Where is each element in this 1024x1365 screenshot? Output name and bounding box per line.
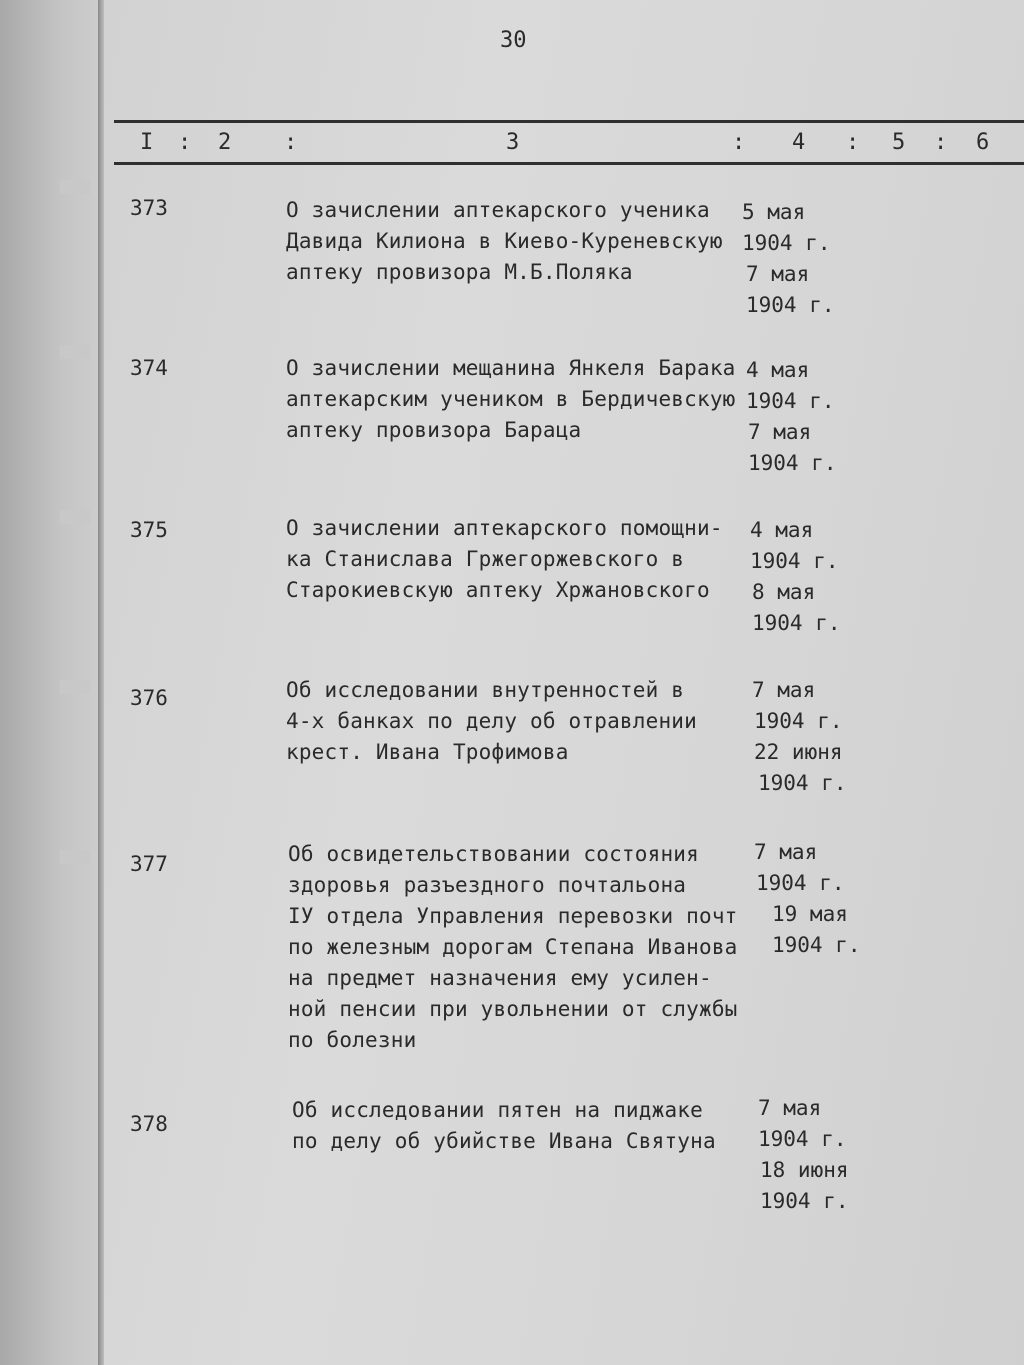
header-rule-top — [114, 120, 1024, 123]
entry-date: 1904 г. — [748, 451, 837, 475]
column-separator: : — [846, 130, 860, 155]
entry-text-line: Давида Килиона в Киево-Куреневскую — [286, 229, 723, 253]
entry-date: 4 мая — [750, 518, 814, 542]
entry-date: 1904 г. — [742, 231, 831, 255]
entry-date: 8 мая — [752, 580, 816, 604]
entry-text-line: Старокиевскую аптеку Хржановского — [286, 578, 710, 602]
bleed-through-mark — [60, 680, 90, 694]
entry-text-line: Об исследовании пятен на пиджаке — [292, 1098, 703, 1122]
entry-date: 22 июня — [754, 740, 843, 764]
column-separator: : — [732, 130, 746, 155]
entry-text-line: по делу об убийстве Ивана Святуна — [292, 1129, 716, 1153]
entry-number: 378 — [130, 1112, 168, 1136]
header-rule-bottom — [114, 162, 1024, 165]
entry-text-line: аптеку провизора М.Б.Поляка — [286, 260, 633, 284]
entry-date: 18 июня — [760, 1158, 849, 1182]
entry-text-line: по железным дорогам Степана Иванова — [288, 935, 738, 959]
entry-date: 7 мая — [758, 1096, 822, 1120]
column-separator: : — [934, 130, 948, 155]
entry-text-line: аптекарским учеником в Бердичевскую — [286, 387, 736, 411]
bleed-through-mark — [60, 850, 90, 864]
entry-text-line: О зачислении мещанина Янкеля Барака — [286, 356, 736, 380]
entry-date: 1904 г. — [752, 611, 841, 635]
entry-date: 5 мая — [742, 200, 806, 224]
bleed-through-mark — [60, 180, 90, 194]
entry-date: 19 мая — [772, 902, 848, 926]
entry-number: 375 — [130, 518, 168, 542]
column-header-2: 2 — [218, 130, 232, 155]
entry-text-line: аптеку провизора Бараца — [286, 418, 582, 442]
entry-date: 7 мая — [752, 678, 816, 702]
entry-date: 1904 г. — [760, 1189, 849, 1213]
column-separator: : — [178, 130, 192, 155]
entry-date: 7 мая — [754, 840, 818, 864]
entry-text-line: Об исследовании внутренностей в — [286, 678, 685, 702]
entry-text-line: ка Станислава Гржегоржевского в — [286, 547, 685, 571]
column-header-4: 4 — [792, 130, 806, 155]
column-header-5: 5 — [892, 130, 906, 155]
entry-date: 1904 г. — [758, 771, 847, 795]
entry-date: 1904 г. — [754, 709, 843, 733]
entry-text-line: О зачислении аптекарского ученика — [286, 198, 710, 222]
column-header-3: 3 — [506, 130, 520, 155]
entry-text-line: здоровья разъездного почтальона — [288, 873, 687, 897]
column-separator: : — [284, 130, 298, 155]
entry-date: 1904 г. — [772, 933, 861, 957]
entry-text-line: крест. Ивана Трофимова — [286, 740, 569, 764]
bleed-through-mark — [60, 345, 90, 359]
column-header-1: I — [140, 130, 154, 155]
entry-date: 1904 г. — [746, 389, 835, 413]
entry-date: 7 мая — [746, 262, 810, 286]
entry-text-line: на предмет назначения ему усилен- — [288, 966, 712, 990]
entry-date: 1904 г. — [746, 293, 835, 317]
entry-number: 376 — [130, 686, 168, 710]
entry-number: 374 — [130, 356, 168, 380]
entry-text-line: ной пенсии при увольнении от службы — [288, 997, 738, 1021]
entry-number: 377 — [130, 852, 168, 876]
entry-date: 7 мая — [748, 420, 812, 444]
entry-text-line: О зачислении аптекарского помощни- — [286, 516, 723, 540]
entry-date: 4 мая — [746, 358, 810, 382]
entry-date: 1904 г. — [756, 871, 845, 895]
entry-date: 1904 г. — [758, 1127, 847, 1151]
page-fold — [98, 0, 104, 1365]
entry-text-line: Об освидетельствовании состояния — [288, 842, 699, 866]
entry-text-line: по болезни — [288, 1028, 417, 1052]
entry-text-line: 4-х банках по делу об отравлении — [286, 709, 697, 733]
bleed-through-mark — [60, 510, 90, 524]
entry-number: 373 — [130, 196, 168, 220]
entry-date: 1904 г. — [750, 549, 839, 573]
page-number: 30 — [500, 28, 527, 53]
entry-text-line: IУ отдела Управления перевозки почт — [288, 904, 738, 928]
column-header-6: 6 — [976, 130, 990, 155]
